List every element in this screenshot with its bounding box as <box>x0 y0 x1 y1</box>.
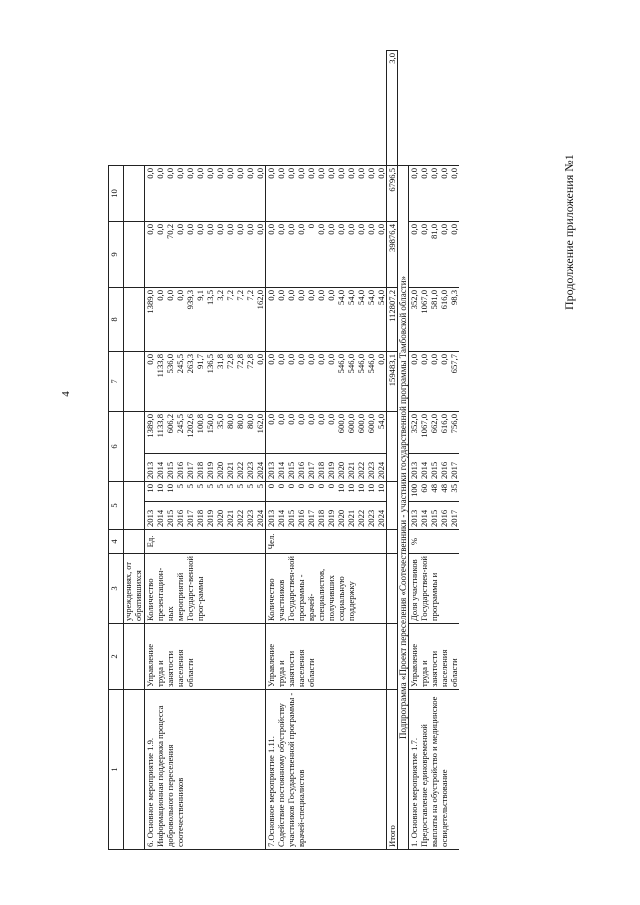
extra-budget: 0,0 <box>286 166 296 222</box>
indicator-value: 5 <box>205 482 215 502</box>
funding-year: 2014 <box>276 454 286 482</box>
funding-total: 606,2 <box>165 412 175 454</box>
funding-total: 54,0 <box>376 412 387 454</box>
funding-year: 2022 <box>235 454 245 482</box>
funding-total: 1067,0 <box>419 412 429 454</box>
funding-total: 162,0 <box>255 412 266 454</box>
local-budget: 0,0 <box>449 222 459 288</box>
regional-budget: 54,0 <box>336 288 346 352</box>
funding-total: 0,0 <box>316 412 326 454</box>
indicator-year: 2024 <box>376 502 387 530</box>
extra-budget: 0,0 <box>185 166 195 222</box>
funding-year: 2021 <box>225 454 235 482</box>
federal-budget: 0,0 <box>266 352 277 412</box>
federal-budget: 72,8 <box>245 352 255 412</box>
federal-budget: 72,8 <box>225 352 235 412</box>
funding-year: 2013 <box>145 454 156 482</box>
funding-total: 80,0 <box>245 412 255 454</box>
extra-budget: 0,0 <box>366 166 376 222</box>
extra-budget: 0,0 <box>429 166 439 222</box>
indicator-fragment: учреждениях, от обратившихся <box>124 554 145 624</box>
funding-total: 616,0 <box>439 412 449 454</box>
event-block-1-7 <box>409 51 460 850</box>
indicator-year: 2021 <box>225 502 235 530</box>
regional-budget: 54,0 <box>356 288 366 352</box>
indicator-value: 5 <box>185 482 195 502</box>
indicator-value: 5 <box>245 482 255 502</box>
funding-table <box>108 50 508 850</box>
table <box>108 50 459 850</box>
funding-year: 2013 <box>409 454 420 482</box>
indicator-year: 2017 <box>449 502 459 530</box>
federal-budget: 263,3 <box>185 352 195 412</box>
carry-over-row <box>124 51 145 850</box>
local-budget: 0,0 <box>296 222 306 288</box>
indicator-value: 0 <box>276 482 286 502</box>
federal-budget: 91,7 <box>195 352 205 412</box>
local-budget: 0,0 <box>155 222 165 288</box>
funding-total: 245,5 <box>175 412 185 454</box>
indicator-value: 10 <box>145 482 156 502</box>
indicator-year: 2018 <box>316 502 326 530</box>
funding-total: 80,0 <box>225 412 235 454</box>
regional-budget: 0,0 <box>165 288 175 352</box>
extra-budget: 0,0 <box>165 166 175 222</box>
local-budget: 0,0 <box>336 222 346 288</box>
column-number: 3 <box>109 554 124 624</box>
local-budget: 0,0 <box>195 222 205 288</box>
funding-year: 2019 <box>326 454 336 482</box>
funding-year: 2018 <box>316 454 326 482</box>
extra-budget: 0,0 <box>356 166 366 222</box>
indicator-year: 2014 <box>419 502 429 530</box>
column-number: 10 <box>109 166 124 222</box>
local-budget: 0 <box>306 222 316 288</box>
total-label: Итого <box>387 690 398 850</box>
indicator-value: 60 <box>419 482 429 502</box>
funding-total: 600,0 <box>356 412 366 454</box>
indicator-value: 35 <box>449 482 459 502</box>
local-budget: 0,0 <box>255 222 266 288</box>
federal-budget: 0,0 <box>376 352 387 412</box>
indicator-value: 0 <box>306 482 316 502</box>
funding-year: 2024 <box>376 454 387 482</box>
local-budget: 0,0 <box>286 222 296 288</box>
funding-year: 2020 <box>215 454 225 482</box>
federal-budget: 546,0 <box>336 352 346 412</box>
indicator-year: 2020 <box>336 502 346 530</box>
indicator-year: 2015 <box>429 502 439 530</box>
executor: Управление труда и занятости населения области <box>145 624 266 690</box>
funding-total: 1133,8 <box>155 412 165 454</box>
regional-budget: 54,0 <box>376 288 387 352</box>
federal-budget: 0,0 <box>306 352 316 412</box>
regional-budget: 352,0 <box>409 288 420 352</box>
funding-total: 100,8 <box>195 412 205 454</box>
extra-budget: 0,0 <box>376 166 387 222</box>
extra-budget: 0,0 <box>306 166 316 222</box>
column-number: 5 <box>109 482 124 530</box>
funding-year: 2016 <box>296 454 306 482</box>
total-value: 112807,2 <box>387 288 398 352</box>
indicator-year: 2015 <box>286 502 296 530</box>
unit: Чел. <box>266 530 387 554</box>
regional-budget: 0,0 <box>296 288 306 352</box>
federal-budget: 0,0 <box>316 352 326 412</box>
federal-budget: 31,8 <box>215 352 225 412</box>
executor: Управление труда и занятости населения области <box>266 624 387 690</box>
indicator-value: 0 <box>286 482 296 502</box>
column-number-row <box>109 51 124 850</box>
regional-budget: 616,0 <box>439 288 449 352</box>
regional-budget: 1067,0 <box>419 288 429 352</box>
extra-budget: 0,0 <box>276 166 286 222</box>
local-budget: 0,0 <box>235 222 245 288</box>
indicator-value: 10 <box>336 482 346 502</box>
funding-total: 0,0 <box>326 412 336 454</box>
regional-budget: 54,0 <box>346 288 356 352</box>
local-budget: 0,0 <box>276 222 286 288</box>
local-budget: 0,0 <box>316 222 326 288</box>
regional-budget: 54,0 <box>366 288 376 352</box>
executor: Управление труда и занятости населения области <box>409 624 460 690</box>
indicator-value: 10 <box>366 482 376 502</box>
funding-total: 0,0 <box>266 412 277 454</box>
regional-budget: 0,0 <box>326 288 336 352</box>
funding-total: 0,0 <box>286 412 296 454</box>
indicator-year: 2022 <box>356 502 366 530</box>
federal-budget: 72,8 <box>235 352 245 412</box>
federal-budget: 136,5 <box>205 352 215 412</box>
local-budget: 0,0 <box>205 222 215 288</box>
federal-budget: 546,0 <box>366 352 376 412</box>
indicator-year: 2013 <box>409 502 420 530</box>
local-budget: 0,0 <box>346 222 356 288</box>
regional-budget: 9,1 <box>195 288 205 352</box>
indicator-year: 2017 <box>306 502 316 530</box>
regional-budget: 0,0 <box>266 288 277 352</box>
event-name: 7.Основное мероприятие 1.11. Содействие постоянному обустройству участников Государственной программы - врачей-специалистов <box>266 690 387 850</box>
funding-year: 2015 <box>429 454 439 482</box>
extra-budget: 0,0 <box>245 166 255 222</box>
extra-budget: 0,0 <box>145 166 156 222</box>
indicator-year: 2016 <box>296 502 306 530</box>
extra-budget: 0,0 <box>266 166 277 222</box>
funding-total: 0,0 <box>296 412 306 454</box>
regional-budget: 162,0 <box>255 288 266 352</box>
federal-budget: 0,0 <box>409 352 420 412</box>
extra-budget: 0,0 <box>155 166 165 222</box>
regional-budget: 98,3 <box>449 288 459 352</box>
indicator-year: 2015 <box>165 502 175 530</box>
indicator-year: 2016 <box>439 502 449 530</box>
column-number: 7 <box>109 352 124 412</box>
federal-budget: 657,7 <box>449 352 459 412</box>
year-row <box>145 51 156 850</box>
event-name: 6. Основное мероприятие 1.9. Информационная поддержка процесса добровольного переселения соотечественников <box>145 690 266 850</box>
funding-year: 2013 <box>266 454 277 482</box>
unit: Ед. <box>145 530 266 554</box>
regional-budget: 939,3 <box>185 288 195 352</box>
page-number: 4 <box>59 391 72 397</box>
extra-budget: 0,0 <box>255 166 266 222</box>
indicator-year: 2017 <box>185 502 195 530</box>
federal-budget: 546,0 <box>356 352 366 412</box>
funding-year: 2015 <box>165 454 175 482</box>
funding-year: 2023 <box>245 454 255 482</box>
funding-total: 150,0 <box>205 412 215 454</box>
federal-budget: 536,0 <box>165 352 175 412</box>
indicator-value: 10 <box>165 482 175 502</box>
indicator: Количество презентацион-ных мероприятий Государст-венной прог-раммы <box>145 554 266 624</box>
funding-year: 2016 <box>175 454 185 482</box>
local-budget: 0,0 <box>175 222 185 288</box>
funding-year: 2015 <box>286 454 296 482</box>
local-budget: 0,0 <box>215 222 225 288</box>
column-number: 8 <box>109 288 124 352</box>
funding-year: 2023 <box>366 454 376 482</box>
total-value: 6796,5 <box>387 166 398 222</box>
regional-budget: 7,2 <box>245 288 255 352</box>
funding-total: 1202,6 <box>185 412 195 454</box>
federal-budget: 0,0 <box>439 352 449 412</box>
year-row <box>409 51 420 850</box>
funding-total: 600,0 <box>366 412 376 454</box>
indicator-year: 2013 <box>266 502 277 530</box>
extra-budget: 0,0 <box>449 166 459 222</box>
funding-year: 2017 <box>306 454 316 482</box>
regional-budget: 7,2 <box>235 288 245 352</box>
indicator-value: 100 <box>409 482 420 502</box>
indicator-value: 0 <box>326 482 336 502</box>
local-budget: 0,0 <box>366 222 376 288</box>
column-number: 9 <box>109 222 124 288</box>
funding-year: 2017 <box>449 454 459 482</box>
indicator-value: 0 <box>296 482 306 502</box>
federal-budget: 0,0 <box>145 352 156 412</box>
total-row <box>387 51 398 850</box>
funding-total: 0,0 <box>306 412 316 454</box>
indicator-value: 48 <box>439 482 449 502</box>
extra-budget: 0,0 <box>419 166 429 222</box>
local-budget: 70,2 <box>165 222 175 288</box>
extra-budget: 0,0 <box>235 166 245 222</box>
funding-total: 352,0 <box>409 412 420 454</box>
column-number: 2 <box>109 624 124 690</box>
federal-budget: 0,0 <box>255 352 266 412</box>
extra-budget: 0,0 <box>316 166 326 222</box>
event-name: 1. Основное мероприятие 1.7. Предоставление единовременной выплаты на обустройство и медицинское освидетельствование <box>409 690 460 850</box>
indicator-value: 10 <box>155 482 165 502</box>
local-budget: 0,0 <box>245 222 255 288</box>
regional-budget: 13,5 <box>205 288 215 352</box>
funding-year: 2022 <box>356 454 366 482</box>
indicator-value: 5 <box>215 482 225 502</box>
federal-budget: 0,0 <box>419 352 429 412</box>
extra-budget: 0,0 <box>215 166 225 222</box>
local-budget: 0,0 <box>356 222 366 288</box>
local-budget: 0,0 <box>145 222 156 288</box>
regional-budget: 0,0 <box>316 288 326 352</box>
indicator-year: 2014 <box>155 502 165 530</box>
indicator-year: 2024 <box>255 502 266 530</box>
regional-budget: 0,0 <box>155 288 165 352</box>
local-budget: 0,0 <box>326 222 336 288</box>
indicator-value: 0 <box>316 482 326 502</box>
indicator-year: 2020 <box>215 502 225 530</box>
indicator-year: 2013 <box>145 502 156 530</box>
event-block-1-11 <box>266 51 387 850</box>
page-header: Продолжение приложения №1 <box>562 154 576 310</box>
funding-total: 1389,0 <box>145 412 156 454</box>
indicator-year: 2019 <box>326 502 336 530</box>
extra-budget: 0,0 <box>195 166 205 222</box>
column-number: 6 <box>109 412 124 482</box>
funding-year: 2017 <box>185 454 195 482</box>
total-value: 3,0 <box>387 51 398 166</box>
subprogram-row <box>398 51 409 850</box>
extra-budget: 0,0 <box>336 166 346 222</box>
regional-budget: 0,0 <box>306 288 316 352</box>
local-budget: 0,0 <box>225 222 235 288</box>
year-row <box>266 51 277 850</box>
indicator-value: 48 <box>429 482 439 502</box>
funding-total: 0,0 <box>276 412 286 454</box>
local-budget: 0,0 <box>266 222 277 288</box>
funding-total: 80,0 <box>235 412 245 454</box>
funding-total: 600,0 <box>346 412 356 454</box>
indicator-year: 2019 <box>205 502 215 530</box>
total-value: 159483,1 <box>387 352 398 412</box>
federal-budget: 0,0 <box>429 352 439 412</box>
extra-budget: 0,0 <box>346 166 356 222</box>
indicator-year: 2016 <box>175 502 185 530</box>
federal-budget: 1133,8 <box>155 352 165 412</box>
funding-total: 662,0 <box>429 412 439 454</box>
local-budget: 0,0 <box>439 222 449 288</box>
funding-total: 600,0 <box>336 412 346 454</box>
funding-total: 756,0 <box>449 412 459 454</box>
federal-budget: 546,0 <box>346 352 356 412</box>
regional-budget: 0,0 <box>175 288 185 352</box>
funding-year: 2016 <box>439 454 449 482</box>
extra-budget: 0,0 <box>296 166 306 222</box>
local-budget: 0,0 <box>185 222 195 288</box>
indicator-value: 5 <box>225 482 235 502</box>
indicator: Количество участников Государствен-ной программы - врачей-специалистов, получивших социальную поддержку <box>266 554 387 624</box>
federal-budget: 245,5 <box>175 352 185 412</box>
funding-year: 2024 <box>255 454 266 482</box>
federal-budget: 0,0 <box>326 352 336 412</box>
indicator-year: 2022 <box>235 502 245 530</box>
regional-budget: 0,0 <box>286 288 296 352</box>
extra-budget: 0,0 <box>326 166 336 222</box>
extra-budget: 0,0 <box>409 166 420 222</box>
indicator-value: 10 <box>346 482 356 502</box>
local-budget: 81,0 <box>429 222 439 288</box>
subprogram-title: Подпрограмма «Проект переселения «Соотечественники - участники государственной программы Тамбовской области» <box>398 166 409 850</box>
funding-year: 2021 <box>346 454 356 482</box>
funding-year: 2014 <box>419 454 429 482</box>
local-budget: 0,0 <box>419 222 429 288</box>
funding-year: 2020 <box>336 454 346 482</box>
regional-budget: 7,2 <box>225 288 235 352</box>
indicator-value: 10 <box>376 482 387 502</box>
indicator-value: 5 <box>195 482 205 502</box>
regional-budget: 1389,0 <box>145 288 156 352</box>
indicator-year: 2014 <box>276 502 286 530</box>
federal-budget: 0,0 <box>286 352 296 412</box>
regional-budget: 3,2 <box>215 288 225 352</box>
indicator: Доля участников Государствен-ной программы и <box>409 554 460 624</box>
extra-budget: 0,0 <box>225 166 235 222</box>
indicator-value: 5 <box>255 482 266 502</box>
extra-budget: 0,0 <box>439 166 449 222</box>
funding-total: 35,0 <box>215 412 225 454</box>
local-budget: 0,0 <box>376 222 387 288</box>
column-number: 4 <box>109 530 124 554</box>
funding-year: 2019 <box>205 454 215 482</box>
indicator-year: 2023 <box>366 502 376 530</box>
indicator-year: 2023 <box>245 502 255 530</box>
funding-year: 2018 <box>195 454 205 482</box>
column-number: 1 <box>109 690 124 850</box>
extra-budget: 0,0 <box>205 166 215 222</box>
regional-budget: 0,0 <box>276 288 286 352</box>
indicator-year: 2021 <box>346 502 356 530</box>
indicator-value: 10 <box>356 482 366 502</box>
federal-budget: 0,0 <box>276 352 286 412</box>
event-block-1-9 <box>145 51 266 850</box>
federal-budget: 0,0 <box>296 352 306 412</box>
regional-budget: 581,0 <box>429 288 439 352</box>
total-value: 39876,4 <box>387 222 398 288</box>
local-budget: 0,0 <box>409 222 420 288</box>
indicator-value: 0 <box>266 482 277 502</box>
unit: % <box>409 530 460 554</box>
funding-year: 2014 <box>155 454 165 482</box>
indicator-year: 2018 <box>195 502 205 530</box>
indicator-value: 5 <box>175 482 185 502</box>
extra-budget: 0,0 <box>175 166 185 222</box>
indicator-value: 5 <box>235 482 245 502</box>
